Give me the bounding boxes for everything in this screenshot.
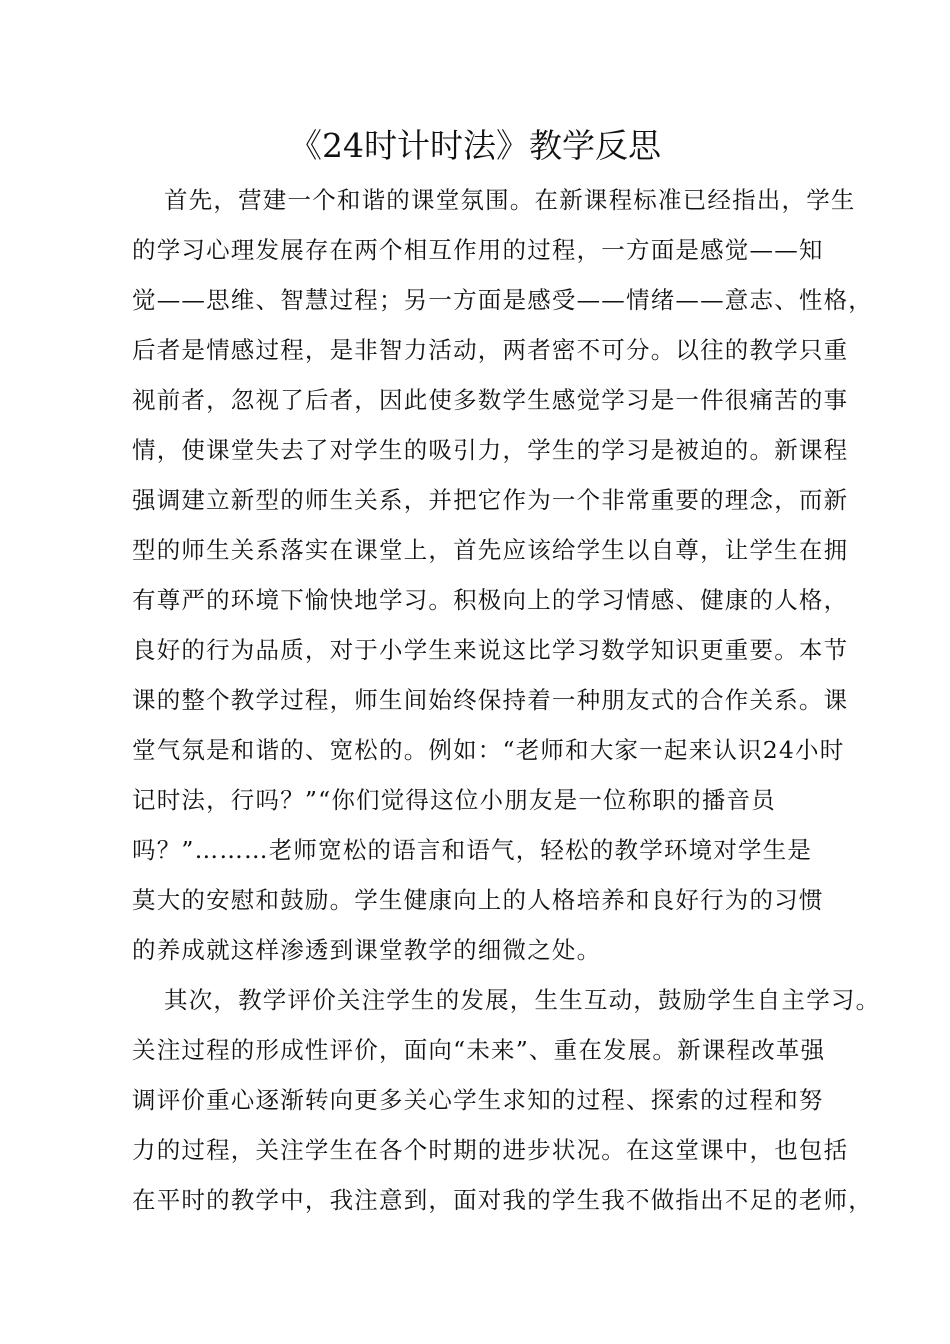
paragraph-line: 调评价重心逐渐转向更多关心学生求知的过程、探索的过程和努 [132, 1086, 824, 1114]
paragraph-line: 在平时的教学中，我注意到，面对我的学生我不做指出不足的老师， [132, 1186, 873, 1214]
paragraph-line: 有尊严的环境下愉快地学习。积极向上的学习情感、健康的人格， [132, 586, 849, 614]
paragraph-line: 的学习心理发展存在两个相互作用的过程，一方面是感觉——知 [132, 236, 824, 264]
paragraph-line: 课的整个教学过程，师生间始终保持着一种朋友式的合作关系。课 [132, 686, 849, 714]
paragraph-line: 堂气氛是和谐的、宽松的。例如：“老师和大家一起来认识24小时 [132, 736, 845, 764]
document-title: 《24时计时法》教学反思 [289, 126, 661, 165]
paragraph-line: 力的过程，关注学生在各个时期的进步状况。在这堂课中，也包括 [132, 1136, 849, 1164]
paragraph-line: 记时法，行吗？”“你们觉得这位小朋友是一位称职的播音员 [132, 786, 776, 814]
paragraph-line: 情，使课堂失去了对学生的吸引力，学生的学习是被迫的。新课程 [132, 436, 849, 464]
paragraph-line: 的养成就这样渗透到课堂教学的细微之处。 [132, 936, 602, 964]
paragraph-line: 关注过程的形成性评价，面向“未来”、重在发展。新课程改革强 [132, 1036, 826, 1064]
paragraph-line: 强调建立新型的师生关系，并把它作为一个非常重要的理念，而新 [132, 486, 849, 514]
paragraph-line: 后者是情感过程，是非智力活动，两者密不可分。以往的教学只重 [132, 336, 849, 364]
paragraph-line: 型的师生关系落实在课堂上，首先应该给学生以自尊，让学生在拥 [132, 536, 849, 564]
paragraph-line: 觉——思维、智慧过程；另一方面是感受——情绪——意志、性格， [132, 286, 873, 314]
paragraph-line: 视前者，忽视了后者，因此使多数学生感觉学习是一件很痛苦的事 [132, 386, 849, 414]
paragraph-line: 首先，营建一个和谐的课堂氛围。在新课程标准已经指出，学生 [164, 186, 856, 214]
paragraph-line: 其次，教学评价关注学生的发展，生生互动，鼓励学生自主学习。 [164, 986, 881, 1014]
paragraph-line: 莫大的安慰和鼓励。学生健康向上的人格培养和良好行为的习惯 [132, 886, 824, 914]
paragraph-line: 良好的行为品质，对于小学生来说这比学习数学知识更重要。本节 [132, 636, 849, 664]
paragraph-line: 吗？”………老师宽松的语言和语气，轻松的教学环境对学生是 [132, 836, 813, 864]
